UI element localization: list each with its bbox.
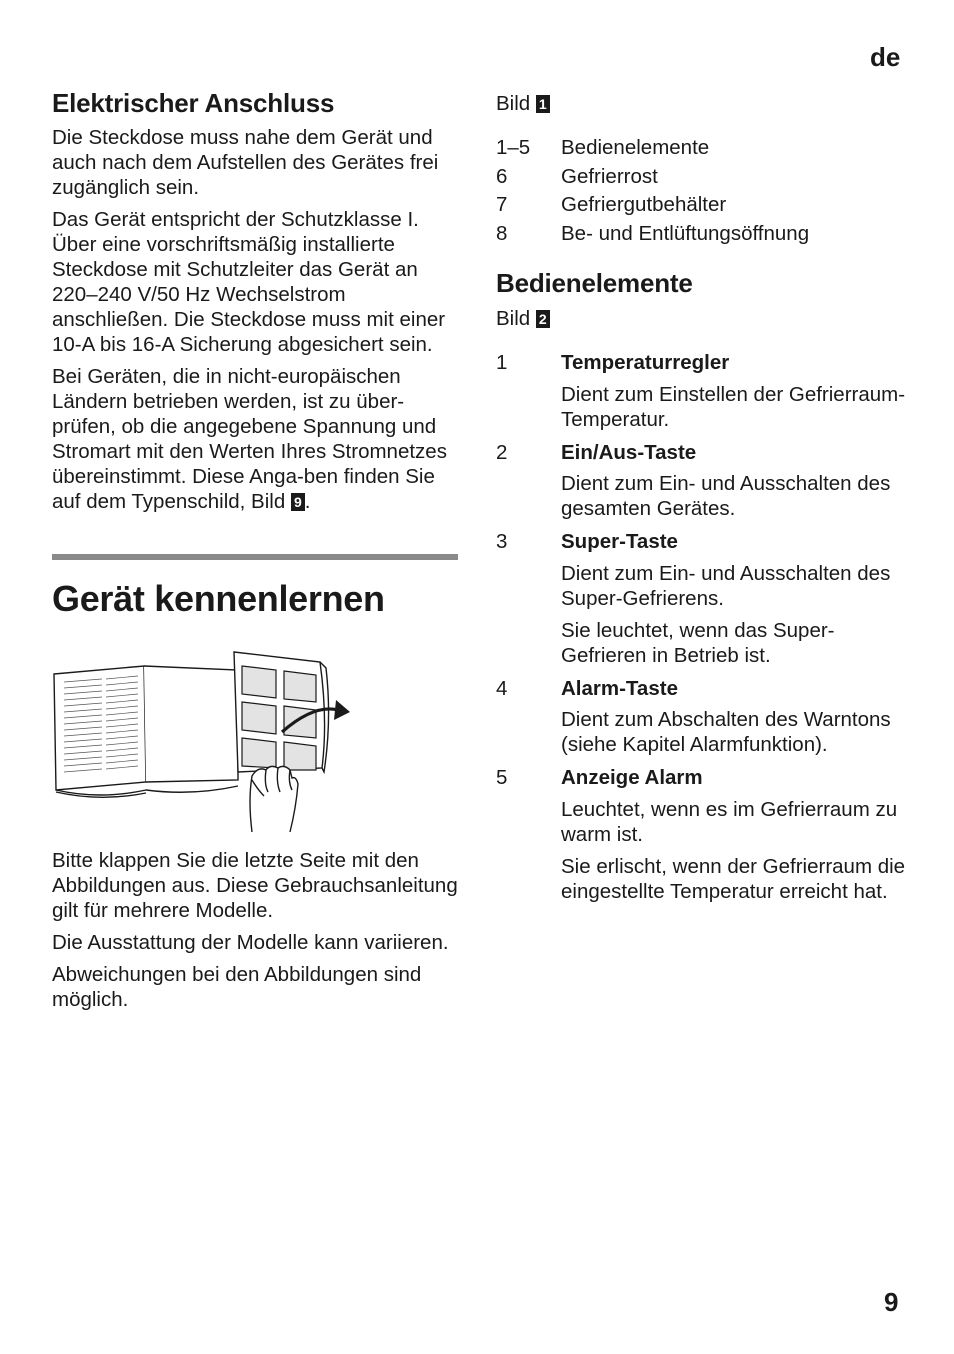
paragraph: Bitte klappen Sie die letzte Seite mit den Abbildungen aus. Diese Gebrauchsanleitung gilt für mehrere Modelle. xyxy=(52,849,458,922)
section-title-overview: Gerät kennenlernen xyxy=(52,578,385,619)
control-item xyxy=(496,349,916,432)
item-label: Bedienelemente xyxy=(561,136,710,159)
paragraph: Das Gerät entspricht der Schutzklasse I. Über eine vorschriftsmäßig installierte Steckdose mit Schutzleiter das Gerät an 220–240 V/50 Hz Wechselstrom anschließen. Die Steckdose muss mit einer 10-A bis 16-A Sicherung abgesichert sein. xyxy=(52,208,446,356)
list-item xyxy=(496,134,916,163)
control-item xyxy=(496,675,916,758)
control-title: Temperaturregler xyxy=(561,351,730,374)
paragraph-text: Bei Geräten, die in nicht-europäischen Ländern betrieben werden, ist zu über-prüfen, ob die angegebene Spannung und Stromart mit den Werten Ihres Stromnetzes übereinstimmt. Diese Anga-ben finden Sie auf dem Typenschild, Bild xyxy=(52,365,447,513)
paragraph-end: . xyxy=(304,490,311,513)
item-number: 7 xyxy=(496,193,508,216)
figure-reference xyxy=(496,305,916,333)
parts-list xyxy=(496,134,916,248)
page-number: 9 xyxy=(884,1287,899,1317)
figure-label: Bild xyxy=(496,307,531,330)
paragraph: Abweichungen bei den Abbildungen sind möglich. xyxy=(52,963,422,1011)
figure-reference xyxy=(496,90,916,118)
right-column xyxy=(496,90,916,911)
control-title: Super-Taste xyxy=(561,530,678,553)
paragraph: Die Steckdose muss nahe dem Gerät und auch nach dem Aufstellen des Gerätes frei zugänglich sein. xyxy=(52,126,439,199)
foldout-drawing xyxy=(52,640,458,836)
control-item xyxy=(496,439,916,522)
section-title-controls: Bedienelemente xyxy=(496,268,693,298)
control-number: 3 xyxy=(496,530,508,553)
figure-label: Bild xyxy=(496,92,531,115)
control-title: Anzeige Alarm xyxy=(561,766,703,789)
item-number: 6 xyxy=(496,164,508,188)
list-item xyxy=(496,163,916,192)
item-number: 1–5 xyxy=(496,136,531,159)
manual-foldout-illustration xyxy=(52,640,458,836)
control-title: Alarm-Taste xyxy=(561,676,678,700)
figure-badge: 2 xyxy=(536,310,550,328)
control-description: Leuchtet, wenn es im Gefrierraum zu warm ist. xyxy=(561,797,898,846)
list-item xyxy=(496,191,916,220)
control-description: Dient zum Abschalten des Warntons (siehe Kapitel Alarmfunktion). xyxy=(561,708,891,756)
control-description: Dient zum Ein- und Ausschalten des Super-Gefrierens. xyxy=(561,561,891,610)
figure-badge: 1 xyxy=(536,95,550,113)
control-item xyxy=(496,764,916,904)
control-description: Dient zum Ein- und Ausschalten des gesamten Gerätes. xyxy=(561,472,891,520)
control-description: Sie leuchtet, wenn das Super-Gefrieren in Betrieb ist. xyxy=(561,618,835,667)
control-title: Ein/Aus-Taste xyxy=(561,440,697,464)
item-label: Gefrierrost xyxy=(561,164,658,188)
list-item xyxy=(496,220,916,249)
control-description: Dient zum Einstellen der Gefrierraum-Temperatur. xyxy=(561,382,906,431)
figure-badge: 9 xyxy=(291,493,305,511)
control-number: 4 xyxy=(496,676,508,700)
control-description: Sie erlischt, wenn der Gefrierraum die eingestellte Temperatur erreicht hat. xyxy=(561,854,906,903)
control-number: 2 xyxy=(496,440,508,464)
item-number: 8 xyxy=(496,221,508,245)
section-title-electrical: Elektrischer Anschluss xyxy=(52,88,335,118)
control-number: 5 xyxy=(496,766,508,789)
item-label: Be- und Entlüftungsöffnung xyxy=(561,221,810,245)
left-column xyxy=(52,88,462,1019)
paragraph xyxy=(52,364,462,514)
item-label: Gefriergutbehälter xyxy=(561,193,727,216)
control-number: 1 xyxy=(496,351,508,374)
paragraph: Die Ausstattung der Modelle kann variieren. xyxy=(52,931,449,954)
control-item xyxy=(496,528,916,668)
section-divider xyxy=(52,554,458,560)
language-code: de xyxy=(870,42,901,72)
